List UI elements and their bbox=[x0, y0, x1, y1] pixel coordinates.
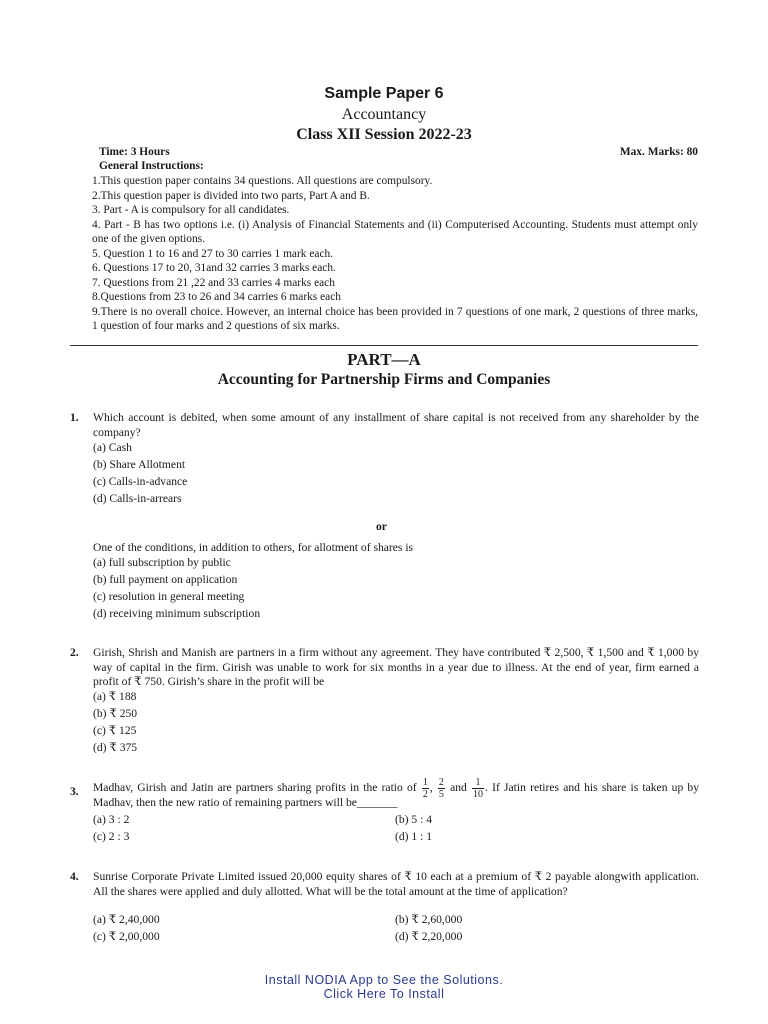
denominator: 5 bbox=[438, 788, 444, 800]
instruction-item: 3. Part - A is compulsory for all candidates. bbox=[92, 204, 290, 216]
instruction-item: 1.This question paper contains 34 questions. All questions are compulsory. bbox=[92, 175, 433, 187]
denominator: 2 bbox=[422, 788, 428, 800]
instruction-item: 4. Part - B has two options i.e. (i) Analysis of Financial Statements and (ii) Computerised Accounting. Students must attempt only one of the given options. bbox=[92, 218, 698, 245]
question-1-alt-options bbox=[93, 554, 699, 622]
divider bbox=[70, 345, 698, 346]
numerator: 2 bbox=[438, 776, 444, 788]
numerator: 1 bbox=[422, 776, 428, 788]
option: (a) ₹ 188 bbox=[93, 690, 137, 703]
option: (d) 1 : 1 bbox=[395, 830, 433, 843]
part-title: PART—A bbox=[347, 350, 421, 369]
option: (c) resolution in general meeting bbox=[93, 590, 245, 603]
question-1-options bbox=[93, 439, 699, 507]
option: (c) ₹ 125 bbox=[93, 724, 137, 737]
question-2-options bbox=[93, 688, 699, 756]
class-session: Class XII Session 2022-23 bbox=[296, 126, 472, 143]
paper-title: Sample Paper 6 bbox=[324, 85, 444, 102]
question-4-text: Sunrise Corporate Private Limited issued 20,000 equity shares of ₹ 10 each at a premium of ₹ 2 payable alongwith application. All the shares were applied and duly allotted. What will be the total amount at the time of application? bbox=[93, 870, 699, 898]
option: (c) 2 : 3 bbox=[93, 830, 130, 843]
and-word: and bbox=[450, 781, 467, 794]
option: (d) receiving minimum subscription bbox=[93, 607, 261, 620]
instruction-item: 7. Questions from 21 ,22 and 33 carries 4 marks each bbox=[92, 276, 335, 289]
option: (b) 5 : 4 bbox=[395, 813, 433, 826]
time-label: Time: 3 Hours bbox=[99, 146, 170, 158]
fraction-1 bbox=[422, 777, 429, 800]
option: (d) ₹ 2,20,000 bbox=[395, 930, 463, 943]
instruction-item: 8.Questions from 23 to 26 and 34 carries 6 marks each bbox=[92, 291, 341, 303]
subject-title: Accountancy bbox=[341, 106, 427, 123]
option: (a) Cash bbox=[93, 441, 132, 454]
option: (d) Calls-in-arrears bbox=[93, 492, 182, 505]
instruction-item: 9.There is no overall choice. However, an internal choice has been provided in 7 questions of one mark, 2 questions of three marks, 1 question of four marks and 2 questions of six marks. bbox=[92, 305, 698, 332]
instructions-list bbox=[92, 174, 698, 334]
max-marks: Max. Marks: 80 bbox=[619, 146, 698, 158]
option: (c) Calls-in-advance bbox=[93, 475, 188, 488]
install-app-link[interactable]: Install NODIA App to See the Solutions. bbox=[264, 973, 504, 987]
option: (b) Share Allotment bbox=[93, 458, 186, 471]
question-3-text-a: Madhav, Girish and Jatin are partners sharing profits in the ratio of bbox=[93, 781, 417, 794]
instructions-heading: General Instructions: bbox=[99, 160, 204, 172]
option: (d) ₹ 375 bbox=[93, 741, 138, 754]
option: (b) ₹ 2,60,000 bbox=[395, 913, 463, 926]
question-3-text-b: . If Jatin retires and his share is taken up by Madhav, then the new ratio of remaining partners will be_______ bbox=[93, 781, 700, 809]
question-number: 3. bbox=[70, 785, 79, 798]
option: (a) 3 : 2 bbox=[93, 813, 130, 826]
question-1-alt-text: One of the conditions, in addition to others, for allotment of shares is bbox=[93, 541, 414, 554]
option: (c) ₹ 2,00,000 bbox=[93, 930, 160, 943]
question-number: 1. bbox=[70, 411, 79, 424]
instruction-item: 6. Questions 17 to 20, 31and 32 carries 3 marks each. bbox=[92, 262, 336, 274]
question-number: 2. bbox=[70, 646, 79, 659]
fraction-2 bbox=[438, 777, 445, 800]
instruction-item: 2.This question paper is divided into two parts, Part A and B. bbox=[92, 189, 370, 202]
option: (a) ₹ 2,40,000 bbox=[93, 913, 160, 926]
question-2-text: Girish, Shrish and Manish are partners in a firm without any agreement. They have contributed ₹ 2,500, ₹ 1,500 and ₹ 1,000 by way of capital in the firm. Girish was unable to work for six months in a year due to illness. At the end of year, firm earned a profit of ₹ 750. Girish’s share in the profit will be bbox=[93, 646, 699, 689]
part-subtitle: Accounting for Partnership Firms and Companies bbox=[217, 371, 551, 388]
question-number: 4. bbox=[70, 870, 79, 883]
instruction-item: 5. Question 1 to 16 and 27 to 30 carries 1 mark each. bbox=[92, 247, 334, 260]
or-separator: or bbox=[376, 520, 387, 533]
option: (a) full subscription by public bbox=[93, 556, 231, 569]
question-1-text: Which account is debited, when some amount of any installment of share capital is not received from any shareholder by the company? bbox=[93, 411, 699, 439]
click-to-install-link[interactable]: Click Here To Install bbox=[323, 987, 445, 1001]
option: (b) full payment on application bbox=[93, 573, 238, 586]
numerator: 1 bbox=[472, 777, 484, 789]
fraction-3 bbox=[472, 777, 484, 800]
question-3-text: Madhav, Girish and Jatin are partners sharing profits in the ratio of $\frac{1}{2}$ , $\frac{2}{5}$ and $\frac{1}{10}$ . If Jatin retires and his share is taken up by Madhav, then the new ratio of remaining partners will be_______ bbox=[93, 776, 700, 809]
option: (b) ₹ 250 bbox=[93, 707, 138, 720]
denominator: 10 bbox=[473, 788, 484, 800]
